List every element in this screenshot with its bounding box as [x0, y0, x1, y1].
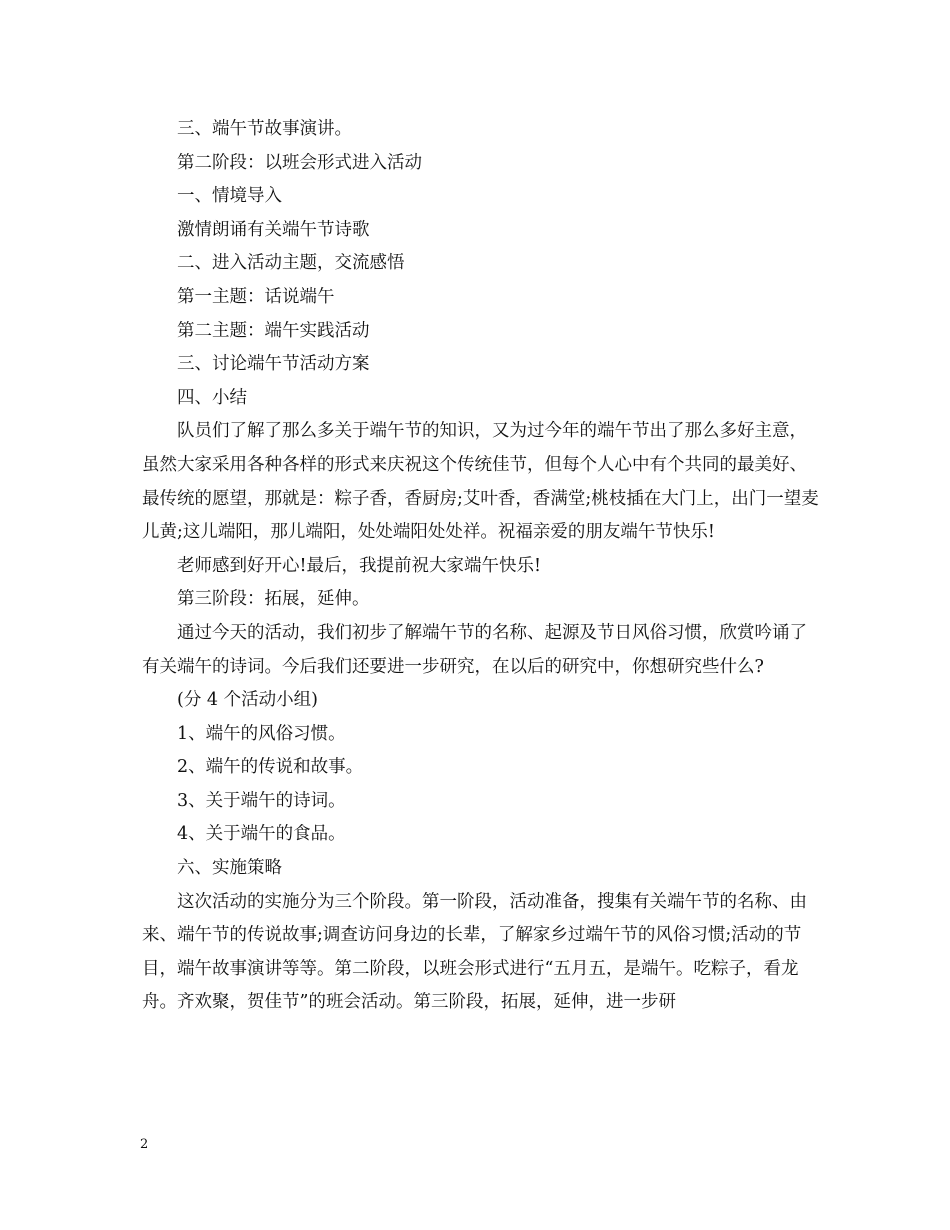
paragraph: (分 4 个活动小组): [177, 690, 318, 711]
paragraph: 一、情境导入: [177, 186, 282, 207]
paragraph: 1、端午的风俗习惯。: [177, 723, 346, 744]
paragraph: 第二阶段：以班会形式进入活动: [177, 152, 422, 173]
paragraph: 3、关于端午的诗词。: [177, 790, 346, 811]
paragraph: 六、实施策略: [177, 858, 282, 879]
paragraph: 通过今天的活动，我们初步了解端午节的名称、起源及节日风俗习惯，欣赏吟诵了有关端午的诗词。今后我们还要进一步研究，在以后的研究中，你想研究些什么?: [142, 622, 807, 677]
page-number: 2: [140, 1137, 149, 1152]
paragraph: 第二主题：端午实践活动: [177, 320, 370, 341]
paragraph: 这次活动的实施分为三个阶段。第一阶段，活动准备，搜集有关端午节的名称、由来、端午节的传说故事;调查访问身边的长辈，了解家乡过端午节的风俗习惯;活动的节目，端午故事演讲等等。第二阶段，以班会形式进行“五月五，是端午。吃粽子，看龙舟。齐欢聚，贺佳节”的班会活动。第三阶段，拓展，延伸，进一步研: [142, 891, 807, 1013]
paragraph: 2、端午的传说和故事。: [177, 757, 364, 778]
document-body: [142, 113, 822, 1020]
paragraph: 老师感到好开心!最后，我提前祝大家端午快乐!: [177, 555, 542, 576]
paragraph: 队员们了解了那么多关于端午节的知识，又为过今年的端午节出了那么多好主意，虽然大家采用各种各样的形式来庆祝这个传统佳节，但每个人心中有个共同的最美好、最传统的愿望，那就是：粽子香，香厨房;艾叶香，香满堂;桃枝插在大门上，出门一望麦儿黄;这儿端阳，那儿端阳，处处端阳处处祥。祝福亲爱的朋友端午节快乐!: [142, 421, 819, 543]
paragraph: 4、关于端午的食品。: [177, 824, 346, 845]
paragraph: 四、小结: [177, 387, 247, 408]
paragraph: 第一主题：话说端午: [177, 286, 335, 307]
paragraph: 第三阶段：拓展，延伸。: [177, 589, 370, 610]
paragraph: 三、端午节故事演讲。: [177, 119, 352, 139]
paragraph: 激情朗诵有关端午节诗歌: [177, 219, 370, 240]
paragraph: 二、进入活动主题，交流感悟: [177, 253, 405, 274]
paragraph: 三、讨论端午节活动方案: [177, 354, 370, 375]
